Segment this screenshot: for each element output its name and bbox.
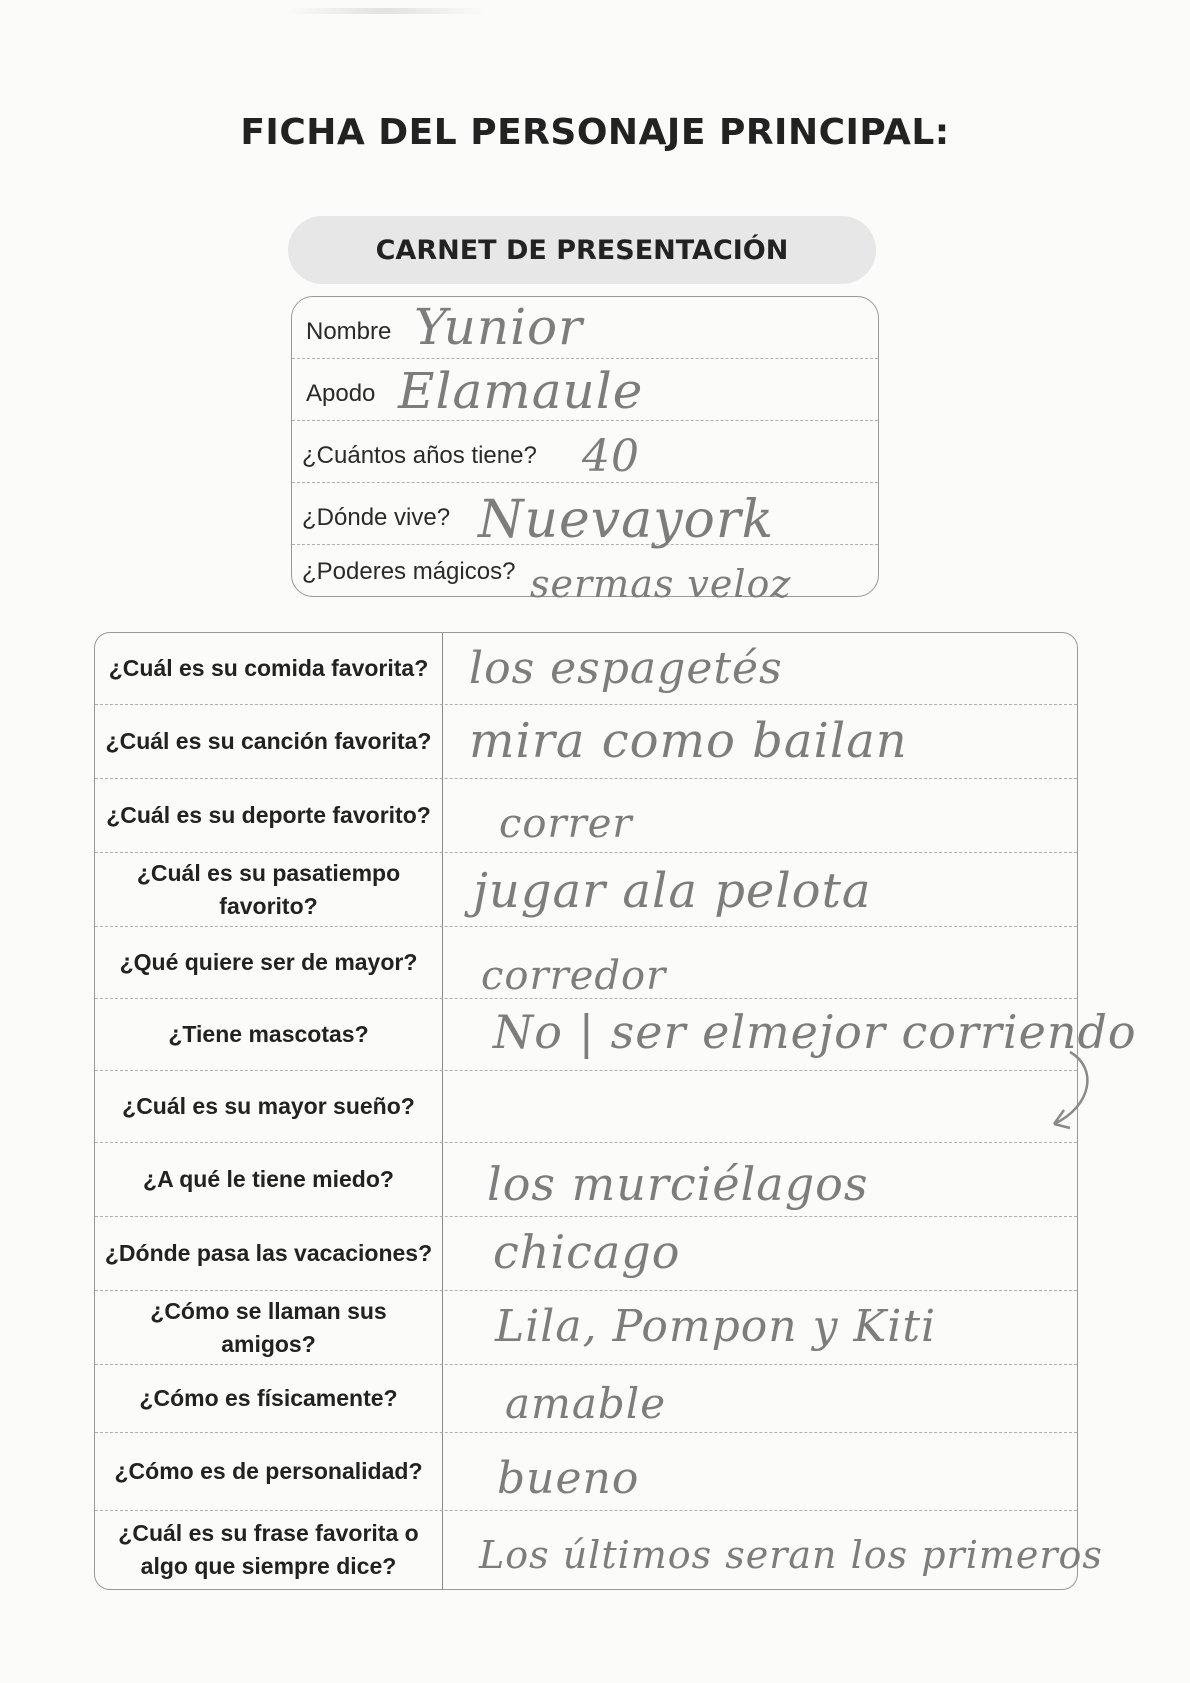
- carnet-row-edad: [292, 421, 878, 483]
- handwritten-answer[interactable]: Elamaule: [398, 362, 644, 420]
- table-row: [95, 853, 1077, 927]
- question-label: ¿Cuál es su mayor sueño?: [122, 1093, 415, 1119]
- handwritten-answer[interactable]: sermas veloz: [530, 562, 792, 606]
- table-row: [95, 927, 1077, 999]
- handwritten-answer[interactable]: corredor: [481, 953, 667, 999]
- carnet-heading: CARNET DE PRESENTACIÓN: [288, 216, 876, 284]
- handwritten-answer[interactable]: Los últimos seran los primeros: [479, 1533, 1103, 1577]
- handwritten-answer[interactable]: bueno: [497, 1453, 640, 1504]
- page-title: FICHA DEL PERSONAJE PRINCIPAL:: [240, 112, 950, 153]
- carnet-row-poderes: [292, 545, 878, 606]
- table-row: [95, 1433, 1077, 1511]
- table-row: [95, 1365, 1077, 1433]
- handwritten-answer[interactable]: amable: [505, 1379, 667, 1428]
- question-label: ¿Cuál es su deporte favorito?: [106, 802, 431, 828]
- question-label: ¿Cómo se llaman sus amigos?: [150, 1297, 387, 1357]
- carnet-card: [291, 296, 879, 606]
- handwritten-answer[interactable]: 40: [582, 431, 640, 482]
- handwritten-answer[interactable]: Lila, Pompon y Kiti: [495, 1301, 937, 1352]
- table-row: [95, 1291, 1077, 1365]
- question-label: ¿Qué quiere ser de mayor?: [119, 949, 418, 975]
- question-label: ¿Cuál es su pasatiempo favorito?: [136, 859, 401, 919]
- question-label: ¿Tiene mascotas?: [168, 1021, 369, 1047]
- question-label: ¿A qué le tiene miedo?: [143, 1166, 394, 1192]
- handwritten-answer[interactable]: los espagetés: [469, 643, 783, 694]
- carnet-label: ¿Dónde vive?: [302, 504, 451, 531]
- carnet-row-apodo: [292, 359, 878, 421]
- handwritten-answer[interactable]: Nuevayork: [478, 490, 775, 550]
- question-label: ¿Cómo es físicamente?: [139, 1385, 398, 1411]
- question-label: ¿Cuál es su canción favorita?: [105, 728, 432, 754]
- handwritten-answer[interactable]: los murciélagos: [487, 1157, 869, 1211]
- handwritten-answer[interactable]: No | ser elmejor corriendo: [493, 1005, 1137, 1059]
- handwritten-answer[interactable]: correr: [499, 801, 633, 847]
- table-row: [95, 1217, 1077, 1291]
- handwritten-answer[interactable]: mira como bailan: [469, 713, 908, 769]
- table-row: [95, 779, 1077, 853]
- handwritten-answer[interactable]: Yunior: [414, 298, 584, 356]
- table-row: [95, 1143, 1077, 1217]
- table-row: [95, 1071, 1077, 1143]
- scan-smudge: [285, 8, 485, 14]
- table-row: [95, 705, 1077, 779]
- question-label: ¿Cuál es su comida favorita?: [108, 655, 429, 681]
- carnet-label: Nombre: [306, 318, 392, 345]
- carnet-label: ¿Poderes mágicos?: [302, 558, 516, 585]
- question-label: ¿Cuál es su frase favorita o algo que siempre dice?: [118, 1520, 419, 1579]
- question-table: [94, 632, 1137, 1590]
- table-row: [95, 633, 1077, 705]
- question-label: ¿Dónde pasa las vacaciones?: [104, 1240, 433, 1266]
- handwritten-answer[interactable]: jugar ala pelota: [473, 863, 872, 919]
- handwritten-arrow-icon: [1040, 1050, 1110, 1140]
- question-label: ¿Cómo es de personalidad?: [114, 1458, 423, 1484]
- carnet-row-vive: [292, 483, 878, 550]
- table-row: [95, 999, 1137, 1071]
- handwritten-answer[interactable]: chicago: [493, 1225, 681, 1279]
- carnet-label: ¿Cuántos años tiene?: [302, 442, 537, 469]
- table-row: [95, 1511, 1103, 1589]
- carnet-row-nombre: [292, 297, 878, 359]
- carnet-label: Apodo: [306, 380, 376, 407]
